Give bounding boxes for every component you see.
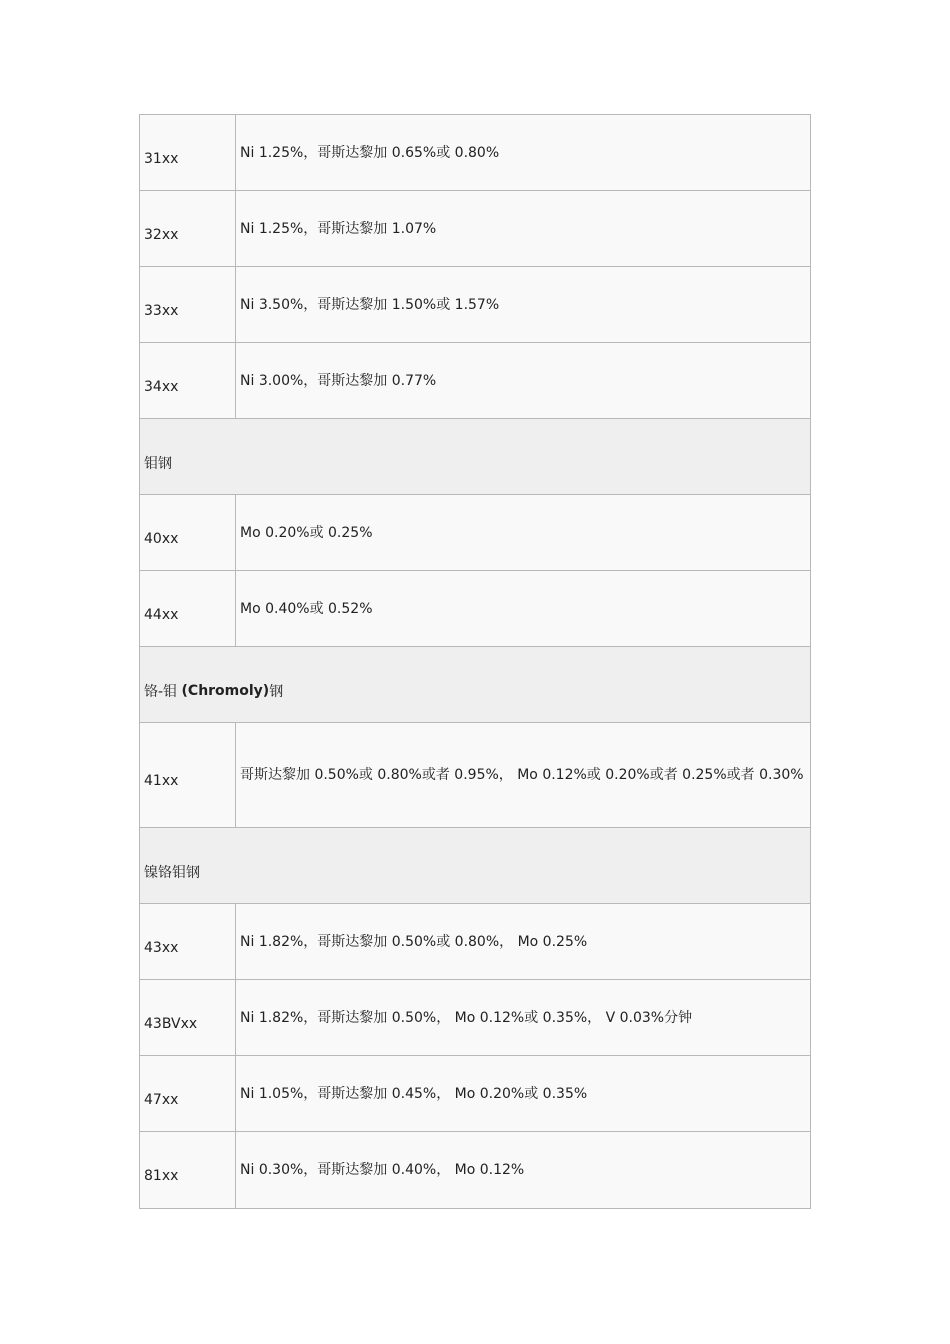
table-row [140, 1132, 810, 1208]
grade-composition: Mo 0.20%或 0.25% [240, 524, 373, 541]
grade-code: 34xx [140, 343, 236, 418]
section-label: 镍铬钼钢 [144, 864, 200, 881]
section-header-row [140, 647, 810, 723]
grade-code: 32xx [140, 191, 236, 266]
table-row [140, 267, 810, 343]
grade-composition: Ni 1.25%，哥斯达黎加 0.65%或 0.80% [240, 144, 500, 161]
section-label [140, 647, 810, 722]
grade-composition: Ni 3.00%，哥斯达黎加 0.77% [240, 372, 437, 389]
grade-code: 31xx [140, 115, 236, 190]
grade-composition: Ni 1.25%，哥斯达黎加 1.07% [240, 220, 437, 237]
table-row [140, 723, 810, 828]
grade-composition: Ni 1.82%，哥斯达黎加 0.50%或 0.80%， Mo 0.25% [240, 933, 588, 950]
table-row [140, 115, 810, 191]
section-label-strong: (Chromoly) [181, 682, 270, 699]
section-label-prefix: 铬-钼 [144, 683, 178, 700]
section-label-suffix: 钢 [269, 683, 284, 700]
grade-composition: Mo 0.40%或 0.52% [240, 600, 373, 617]
grade-composition: Ni 1.82%，哥斯达黎加 0.50%， Mo 0.12%或 0.35%， V 0.03%分钟 [240, 1009, 693, 1026]
grade-code: 81xx [140, 1132, 236, 1208]
table-row [140, 343, 810, 419]
grade-composition: 哥斯达黎加 0.50%或 0.80%或者 0.95%， Mo 0.12%或 0.20%或者 0.25%或者 0.30% [240, 767, 804, 783]
grade-code: 43xx [140, 904, 236, 979]
grade-code: 41xx [140, 723, 236, 827]
table-row [140, 980, 810, 1056]
table-row [140, 904, 810, 980]
section-header-row [140, 828, 810, 904]
table-row [140, 571, 810, 647]
table-row [140, 191, 810, 267]
section-label: 钼钢 [144, 455, 172, 472]
grade-code: 33xx [140, 267, 236, 342]
grade-code: 47xx [140, 1056, 236, 1131]
grade-code: 40xx [140, 495, 236, 570]
grade-composition: Ni 0.30%，哥斯达黎加 0.40%， Mo 0.12% [240, 1162, 525, 1178]
grade-code: 43BVxx [140, 980, 236, 1055]
steel-grade-table [139, 114, 811, 1209]
section-header-row [140, 419, 810, 495]
grade-composition: Ni 1.05%，哥斯达黎加 0.45%， Mo 0.20%或 0.35% [240, 1085, 588, 1102]
table-row [140, 495, 810, 571]
grade-composition: Ni 3.50%，哥斯达黎加 1.50%或 1.57% [240, 296, 500, 313]
grade-code: 44xx [140, 571, 236, 646]
table-row [140, 1056, 810, 1132]
